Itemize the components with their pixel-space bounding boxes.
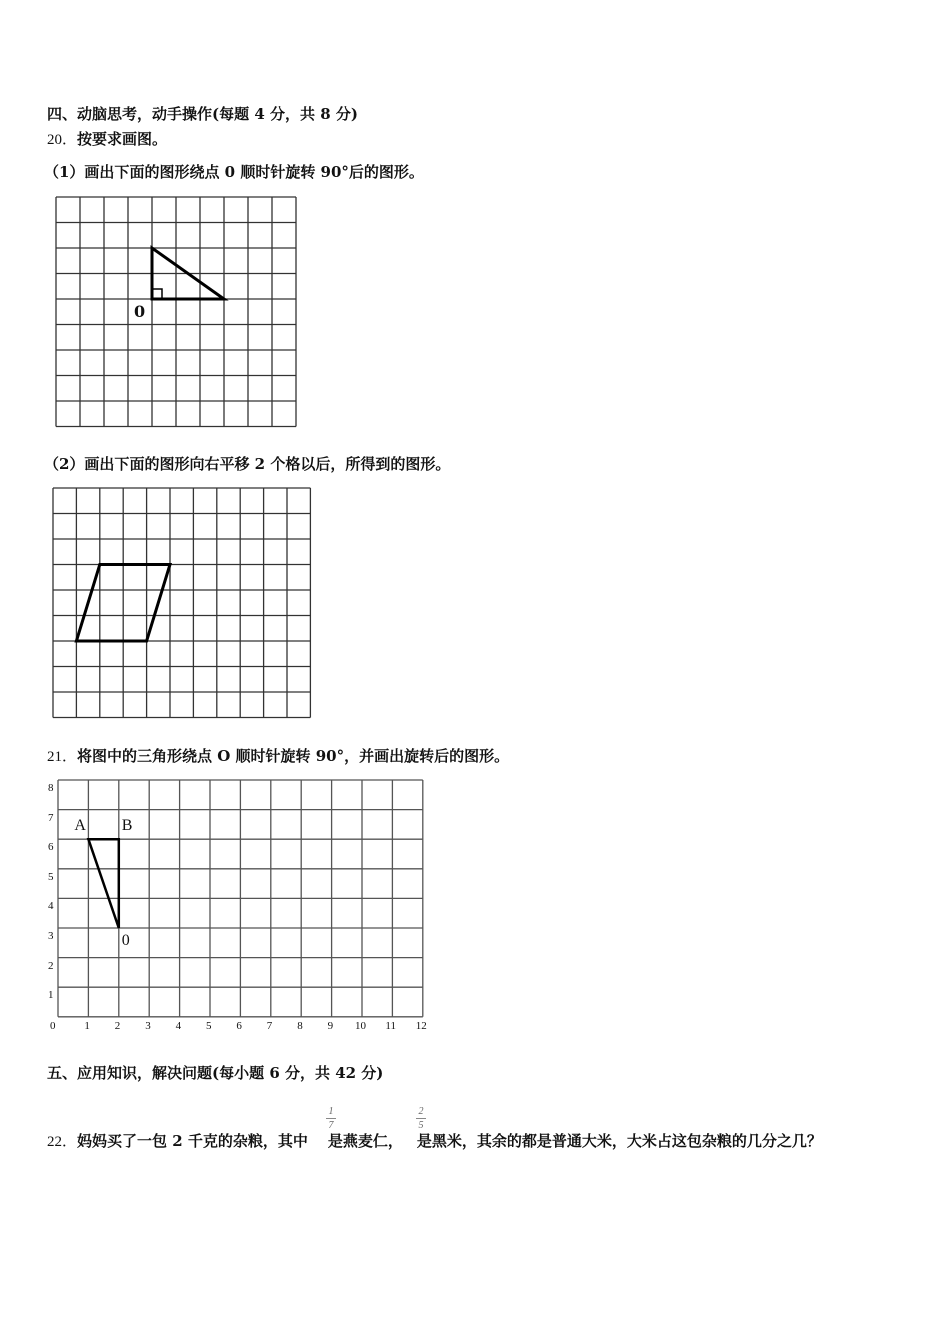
question-20-part-2: （2）画出下面的图形向右平移 2 个格以后，所得到的图形。 xyxy=(44,455,451,473)
y-tick-label: 1 xyxy=(48,989,54,1002)
point-label: B xyxy=(121,817,133,835)
fraction-one-seventh xyxy=(326,1106,336,1131)
y-tick-label: 8 xyxy=(48,782,54,794)
x-tick-label: 4 xyxy=(175,1020,182,1032)
numerator: 1 xyxy=(328,1106,334,1117)
y-tick-label: 2 xyxy=(48,959,54,972)
denominator: 5 xyxy=(418,1120,424,1131)
question-21 xyxy=(47,745,509,766)
question-number: 20． xyxy=(47,132,78,148)
y-tick-label: 3 xyxy=(48,930,54,942)
triangle-abo xyxy=(88,839,118,928)
y-tick-label: 5 xyxy=(48,870,54,883)
x-tick-label: 1 xyxy=(84,1020,90,1032)
x-tick-label: 10 xyxy=(355,1020,366,1032)
question-text: 将图中的三角形绕点 O 顺时针旋转 90°，并画出旋转后的图形。 xyxy=(77,747,510,765)
x-tick-label: 9 xyxy=(327,1020,334,1032)
section-5-heading: 五、应用知识，解决问题(每小题 6 分，共 42 分) xyxy=(47,1064,384,1082)
point-label: A xyxy=(74,817,86,835)
question-number: 22． xyxy=(47,1134,78,1150)
question-20-part-1: （1）画出下面的图形绕点 0 顺时针旋转 90°后的图形。 xyxy=(44,163,424,181)
x-tick-label: 8 xyxy=(297,1020,303,1032)
y-tick-label: 6 xyxy=(48,841,54,854)
question-text-c: 是黑米，其余的都是普通大米，大米占这包杂粮的几分之几？ xyxy=(416,1132,822,1150)
point-o-label: 0 xyxy=(134,302,146,321)
point-label: 0 xyxy=(121,932,130,949)
x-tick-label: 12 xyxy=(415,1020,427,1032)
denominator: 7 xyxy=(328,1120,334,1131)
y-tick-label: 4 xyxy=(48,900,54,913)
section-4-heading: 四、动脑思考，动手操作(每题 4 分，共 8 分) xyxy=(47,105,358,123)
numerator: 2 xyxy=(418,1106,424,1117)
question-number: 21． xyxy=(47,749,78,765)
x-tick-label: 5 xyxy=(206,1020,212,1032)
x-tick-label: 0 xyxy=(50,1020,56,1032)
x-tick-label: 3 xyxy=(145,1020,151,1032)
question-text-b: 是燕麦仁， xyxy=(327,1132,403,1150)
question-22 xyxy=(47,1130,822,1151)
question-text-a: 妈妈买了一包 2 千克的杂粮，其中 xyxy=(77,1132,308,1150)
fraction-two-fifths xyxy=(416,1106,426,1131)
x-tick-label: 11 xyxy=(385,1020,396,1032)
x-tick-label: 2 xyxy=(114,1020,121,1032)
x-tick-label: 6 xyxy=(236,1020,242,1032)
y-tick-label: 7 xyxy=(48,811,54,824)
question-text: 按要求画图。 xyxy=(77,130,168,148)
x-tick-label: 7 xyxy=(266,1020,273,1032)
